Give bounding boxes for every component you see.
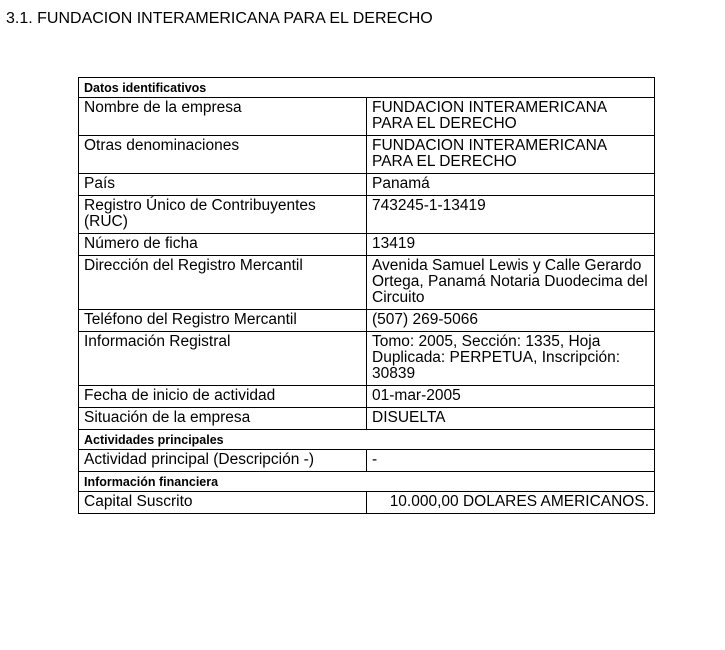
label-fecha-inicio: Fecha de inicio de actividad <box>79 386 367 408</box>
value-situacion-empresa: DISUELTA <box>367 408 655 430</box>
value-direccion-registro: Avenida Samuel Lewis y Calle Gerardo Ortega, Panamá Notaria Duodecima del Circuito <box>367 256 655 310</box>
section-datos-identificativos: Datos identificativos <box>79 78 655 98</box>
table-row <box>79 386 655 408</box>
section-header-row <box>79 78 655 98</box>
label-numero-ficha: Número de ficha <box>79 234 367 256</box>
section-header-row <box>79 430 655 450</box>
label-pais: País <box>79 174 367 196</box>
table-row <box>79 450 655 472</box>
value-fecha-inicio: 01-mar-2005 <box>367 386 655 408</box>
table-row <box>79 196 655 234</box>
section-informacion-financiera: Información financiera <box>79 472 655 492</box>
label-telefono-registro: Teléfono del Registro Mercantil <box>79 310 367 332</box>
company-info-table <box>78 77 655 514</box>
table-row <box>79 98 655 136</box>
table-row <box>79 332 655 386</box>
value-nombre-empresa: FUNDACION INTERAMERICANA PARA EL DERECHO <box>367 98 655 136</box>
table-row <box>79 408 655 430</box>
value-capital-suscrito: 10.000,00 DOLARES AMERICANOS. <box>367 492 655 514</box>
label-direccion-registro: Dirección del Registro Mercantil <box>79 256 367 310</box>
label-capital-suscrito: Capital Suscrito <box>79 492 367 514</box>
table-row <box>79 234 655 256</box>
table-row <box>79 136 655 174</box>
value-ruc: 743245-1-13419 <box>367 196 655 234</box>
value-informacion-registral: Tomo: 2005, Sección: 1335, Hoja Duplicada: PERPETUA, Inscripción: 30839 <box>367 332 655 386</box>
table-row <box>79 310 655 332</box>
label-situacion-empresa: Situación de la empresa <box>79 408 367 430</box>
table-row <box>79 492 655 514</box>
table-row <box>79 174 655 196</box>
label-nombre-empresa: Nombre de la empresa <box>79 98 367 136</box>
value-actividad-principal: - <box>367 450 655 472</box>
table-row <box>79 256 655 310</box>
value-pais: Panamá <box>367 174 655 196</box>
label-ruc: Registro Único de Contribuyentes (RUC) <box>79 196 367 234</box>
value-otras-denominaciones: FUNDACION INTERAMERICANA PARA EL DERECHO <box>367 136 655 174</box>
value-telefono-registro: (507) 269-5066 <box>367 310 655 332</box>
label-actividad-principal: Actividad principal (Descripción -) <box>79 450 367 472</box>
section-actividades-principales: Actividades principales <box>79 430 655 450</box>
label-otras-denominaciones: Otras denominaciones <box>79 136 367 174</box>
section-header-row <box>79 472 655 492</box>
label-informacion-registral: Información Registral <box>79 332 367 386</box>
value-numero-ficha: 13419 <box>367 234 655 256</box>
page-title: 3.1. FUNDACION INTERAMERICANA PARA EL DERECHO <box>6 10 433 27</box>
